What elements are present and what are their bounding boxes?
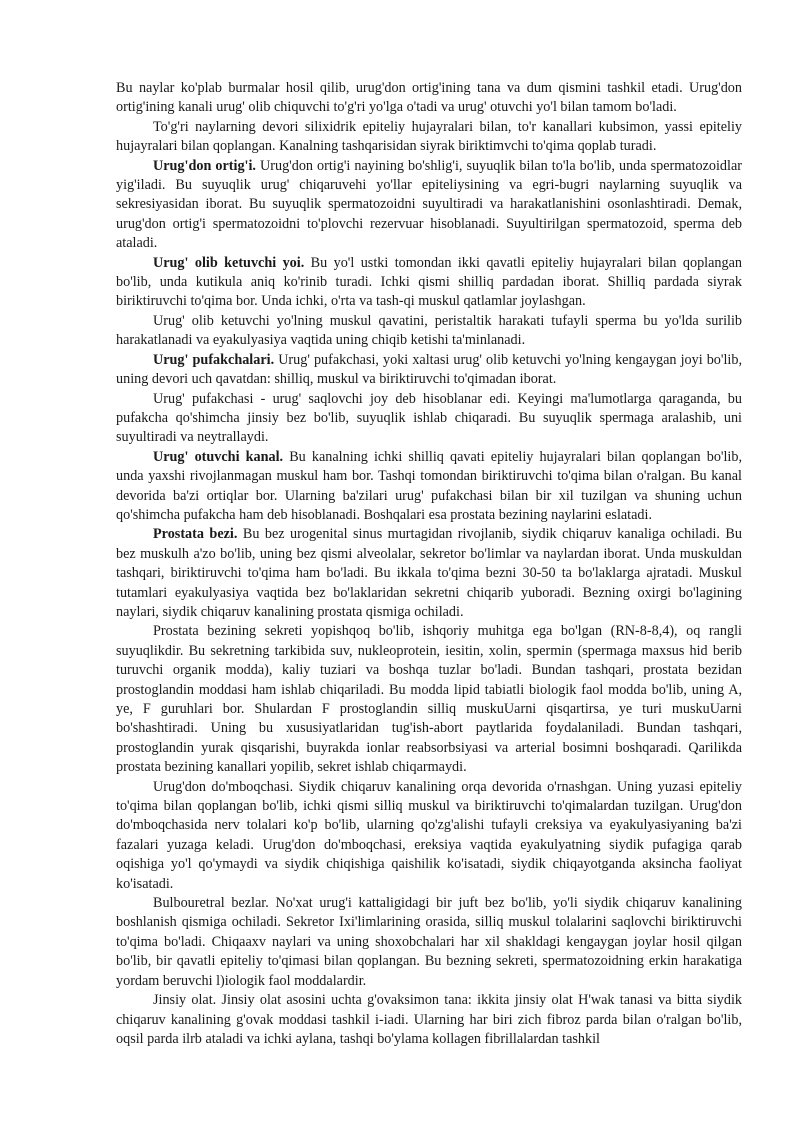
paragraph-text: Jinsiy olat. Jinsiy olat asosini uchta g'ovaksimon tana: ikkita jinsiy olat H'wak tanasi va bitta siydik chiqaruv kanalining g'ovak moddasi tashkil i-iadi. Ularning har biri zich fibroz parda bilan o'ralgan bo'lib, oqsil parda ilrb ataladi va ichki aylana, tashqi bo'ylama kollagen fibrillalardan tashkil	[116, 992, 742, 1047]
paragraph-1	[116, 79, 742, 118]
paragraph-6	[116, 351, 742, 390]
paragraph-8	[116, 448, 742, 526]
document-page	[116, 79, 742, 1049]
paragraph-2	[116, 118, 742, 157]
paragraph-text: Urug'don ortig'i nayining bo'shlig'i, suyuqlik bilan to'la bo'lib, unda spermatozoidlar yig'iladi. Bu suyuqlik urug' chiqaruvehi yo'llar epiteliysining va egri-bugri naylarning suyuqlik va sekresiyasidan iborat. Bu suyuqlik spermatozoidni suyultiradi va harakatlanishini osonlashtiradi. Demak, urug'don ortig'i spermatozoidni to'plovchi rezervuar hisoblanadi. Suyultirilgan spermatozoid, sperma deb ataladi.	[116, 157, 742, 252]
paragraph-heading: Prostata bezi.	[153, 526, 238, 543]
paragraph-text: Bu kanalning ichki shilliq qavati epiteliy hujayralari bilan qoplangan bo'lib, unda yaxshi rivojlanmagan muskul ham bor. Tashqi tomondan biriktiruvchi to'qima bilan o'ralgan. Bu kanal devorida ba'zi ortiqlar bor. Ularning ba'zilari urug' pufakchasi bilan bir xil tuzilgan va shuning uchun qo'shimcha pufakcha ham deb hisoblanadi. Boshqalari esa prostata bezining naylarini eslatadi.	[116, 448, 742, 523]
paragraph-text: Urug' pufakchasi, yoki xaltasi urug' olib ketuvchi yo'lning kengaygan joyi bo'lib, uning devori uch qavatdan: shilliq, muskul va biriktiruvchi to'qimadan iborat.	[116, 351, 742, 388]
paragraph-text: Urug'don do'mboqchasi. Siydik chiqaruv kanalining orqa devorida o'rnashgan. Uning yuzasi epiteliy to'qima bilan qoplangan bo'lib, ichki qismi silliq muskul va biriktiruvchi to'qimalardan tuzilgan. Urug'don do'mboqchasida nerv tolalari ko'p bo'lib, ularning qo'zg'alishi tufayli creksiya va eyakulyasiyaning ba'zi fazalari yuzaga keladi. Urug'don do'mboqchasi, ereksiya vaqtida eyakulyatning siydik pufagiga qarab oqishiga yo'l qo'ymaydi va siydik chiqishiga qaishilik ko'isatadi, siydik chiqayotganda aksincha faoliyat ko'isatadi.	[116, 778, 742, 892]
paragraph-text: Prostata bezining sekreti yopishqoq bo'lib, ishqoriy muhitga ega bo'lgan (RN-8-8,4), oq rangli suyuqlikdir. Bu sekretning tarkibida suv, nukleoprotein, iesitin, xolin, spermin (spermaga maxsus hid berib turuvchi organik modda), kaliy tuziari va boshqa tuzlar bo'ladi. Bundan tashqari, prostata bezidan prostoglandin moddasi ham ishlab chiqariladi. Bu modda lipid tabiatli biologik faol modda bo'lib, uning A, ye, F guruhlari bor. Shulardan F prostoglandin silliq muskuUarni qisqartirsa, ye turi muskuUarni bo'shashtiradi. Uning bu xususiyatlaridan tug'ish-abort paytlarida foydalaniladi. Bundan tashqari, prostoglandin yurak qisqarishi, buyrakda ionlar reabsorbsiyasi va arterial bosimni boshqaradi. Qarilikda prostata bezining kanallari yopilib, sekret ishlab chiqarmaydi.	[116, 623, 742, 776]
paragraph-3	[116, 157, 742, 254]
paragraph-10	[116, 622, 742, 777]
paragraph-text: Bu yo'l ustki tomondan ikki qavatli epiteliy hujayralari bilan qoplangan bo'lib, unda kutikula aniq ko'rinib turadi. Ichki qismi shilliq pardadan iborat. Shilliq pardada siyrak biriktiruvchi to'qima bor. Unda ichki, o'rta va tash-qi muskul qatlamlar joylashgan.	[116, 254, 742, 310]
paragraph-heading: Urug'don ortig'i.	[153, 157, 256, 174]
paragraph-4	[116, 254, 742, 312]
paragraph-12	[116, 894, 742, 991]
paragraph-9	[116, 525, 742, 622]
paragraph-text: Urug' olib ketuvchi yo'lning muskul qavatini, peristaltik harakati tufayli sperma bu yo'lda surilib harakatlanadi va eyakulyasiya vaqtida uning chiqib ketishi ta'minlanadi.	[116, 312, 742, 349]
paragraph-heading: Urug' otuvchi kanal.	[153, 448, 284, 465]
paragraph-text: To'g'ri naylarning devori silixidrik epiteliy hujayralari bilan, to'r kanallari kubsimon, yassi epiteliy hujayralari bilan qoplangan. Kanalning tashqarisidan siyrak biriktimvchi to'qima qoplab turadi.	[116, 118, 742, 155]
paragraph-text: Bu naylar ko'plab burmalar hosil qilib, urug'don ortig'ining tana va dum qismini tashkil etadi. Urug'don ortig'ining kanali urug' olib chiquvchi to'g'ri yo'lga o'tadi va urug' otuvchi yo'l bilan tamom bo'ladi.	[116, 80, 742, 116]
paragraph-text: Bulbouretral bezlar. No'xat urug'i kattaligidagi bir juft bez bo'lib, yo'li siydik chiqaruv kanalining boshlanish qismiga ochiladi. Sekretor Ixi'limlarining orasida, silliq muskul tolalarini saqlovchi biriktiruvchi to'qima bo'ladi. Chiqaaxv naylari va uning shoxobchalari har xil shakldagi kengaygan joylar hosil qilgan bo'lib, bir qavatli epiteliy to'qimasi bilan qoplangan. Bu bezning sekreti, spermatozoidning erkin harakatiga yordam beruvchi l)iologik faol moddalardir.	[116, 895, 742, 989]
paragraph-heading: Urug' pufakchalari.	[153, 351, 275, 368]
paragraph-13	[116, 991, 742, 1049]
paragraph-text: Bu bez urogenital sinus murtagidan rivojlanib, siydik chiqaruv kanaliga ochiladi. Bu bez muskulh a'zo bo'lib, uning bez qismi alveolalar, sekretor bo'limlar va naylardan iborat. Unda muskuldan tashqari, biriktiruvchi to'qima ham bo'ladi. Bu ikkala to'qima bezni 30-50 ta bo'laklarga ajratadi. Muskul tutamlari eyakulyasiya vaqtida bez bo'laklaridan sekretni chiqarib yuboradi. Bezning oxirgi bo'lagining naylari, siydik chiqaruv kanalining prostata qismiga ochiladi.	[116, 526, 742, 620]
paragraph-11	[116, 778, 742, 894]
paragraph-7	[116, 390, 742, 448]
paragraph-text: Urug' pufakchasi - urug' saqlovchi joy deb hisoblanar edi. Keyingi ma'lumotlarga qaraganda, bu pufakcha qo'shimcha jinsiy bez bo'lib, suyuqlik ishlab chiqaradi. Bu suyuqlik spermaga aralashib, uni suyultiradi va neytrallaydi.	[116, 390, 742, 446]
paragraph-heading: Urug' olib ketuvchi yoi.	[153, 254, 305, 271]
paragraph-5	[116, 312, 742, 351]
